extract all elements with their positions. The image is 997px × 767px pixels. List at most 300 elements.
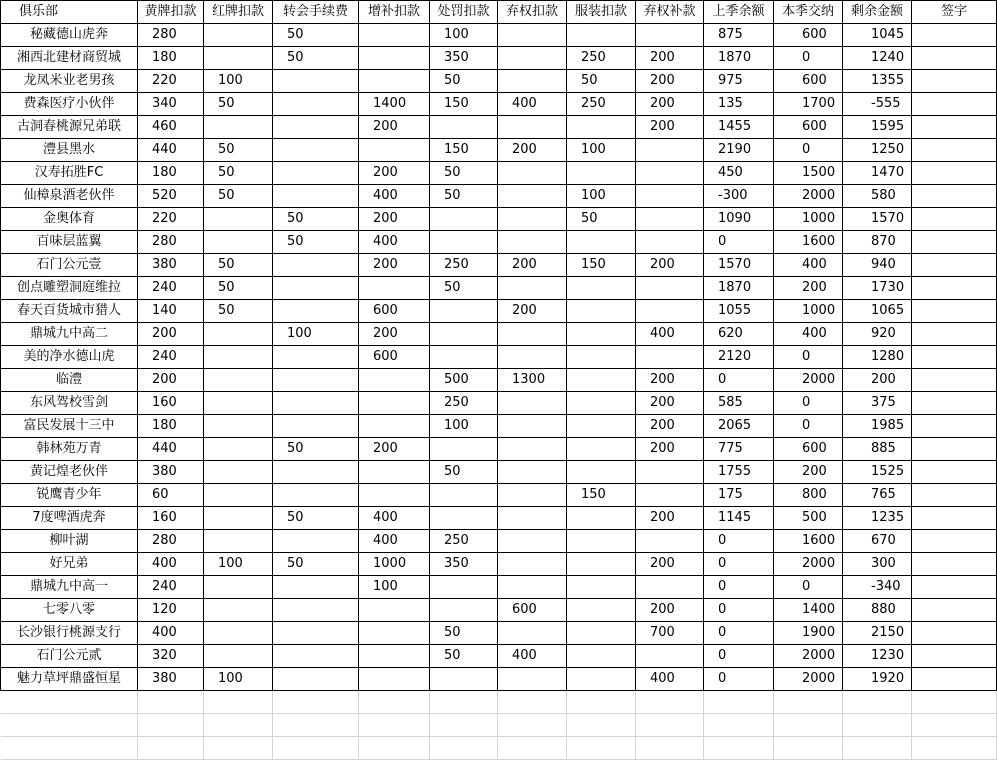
table-cell[interactable]: 1045 [843, 24, 912, 47]
table-cell[interactable] [498, 47, 567, 70]
table-cell[interactable] [498, 277, 567, 300]
empty-cell[interactable] [843, 691, 912, 714]
table-cell[interactable]: 1500 [774, 162, 843, 185]
table-cell[interactable]: 50 [204, 139, 273, 162]
table-cell[interactable]: 400 [498, 93, 567, 116]
empty-cell[interactable] [1, 714, 138, 737]
table-cell[interactable]: 400 [359, 185, 430, 208]
table-cell[interactable]: 200 [498, 139, 567, 162]
table-cell[interactable]: 50 [430, 461, 498, 484]
table-cell[interactable]: 1525 [843, 461, 912, 484]
table-cell[interactable]: 400 [636, 323, 704, 346]
table-cell[interactable]: 50 [204, 162, 273, 185]
table-cell[interactable]: 1570 [704, 254, 774, 277]
table-cell[interactable]: 0 [774, 346, 843, 369]
table-cell[interactable]: 50 [567, 70, 636, 93]
table-cell[interactable]: 200 [636, 70, 704, 93]
empty-cell[interactable] [1, 737, 138, 760]
table-cell[interactable]: 0 [704, 645, 774, 668]
column-header[interactable]: 弃权扣款 [498, 1, 567, 24]
table-cell[interactable]: 100 [430, 415, 498, 438]
table-cell[interactable]: 200 [636, 47, 704, 70]
table-cell[interactable] [567, 622, 636, 645]
empty-cell[interactable] [636, 714, 704, 737]
table-cell[interactable] [359, 392, 430, 415]
table-cell[interactable]: 50 [273, 208, 359, 231]
table-cell[interactable]: 100 [273, 323, 359, 346]
table-cell[interactable] [359, 622, 430, 645]
empty-cell[interactable] [567, 737, 636, 760]
table-cell[interactable] [204, 369, 273, 392]
empty-cell[interactable] [704, 714, 774, 737]
table-cell[interactable] [567, 392, 636, 415]
club-name-cell[interactable]: 鼎城九中高一 [1, 576, 138, 599]
table-cell[interactable]: 350 [430, 553, 498, 576]
empty-cell[interactable] [138, 714, 204, 737]
table-cell[interactable] [636, 185, 704, 208]
empty-cell[interactable] [636, 691, 704, 714]
table-cell[interactable] [498, 668, 567, 691]
empty-cell[interactable] [273, 737, 359, 760]
table-cell[interactable] [567, 277, 636, 300]
table-cell[interactable]: 100 [204, 70, 273, 93]
table-cell[interactable]: 400 [774, 323, 843, 346]
empty-cell[interactable] [567, 714, 636, 737]
column-header[interactable]: 弃权补款 [636, 1, 704, 24]
table-cell[interactable]: 2000 [774, 369, 843, 392]
table-cell[interactable]: 200 [636, 116, 704, 139]
table-cell[interactable]: 50 [430, 70, 498, 93]
table-cell[interactable]: 1235 [843, 507, 912, 530]
table-cell[interactable]: 240 [138, 346, 204, 369]
table-cell[interactable] [273, 185, 359, 208]
table-cell[interactable] [567, 323, 636, 346]
table-cell[interactable]: 1065 [843, 300, 912, 323]
table-cell[interactable] [912, 300, 997, 323]
table-cell[interactable] [912, 24, 997, 47]
table-cell[interactable]: 1455 [704, 116, 774, 139]
table-cell[interactable]: 50 [273, 438, 359, 461]
table-cell[interactable]: 200 [359, 323, 430, 346]
table-cell[interactable] [912, 622, 997, 645]
table-cell[interactable] [912, 438, 997, 461]
table-cell[interactable]: 1000 [774, 208, 843, 231]
column-header[interactable]: 俱乐部 [1, 1, 138, 24]
table-cell[interactable]: 150 [567, 254, 636, 277]
table-cell[interactable]: 440 [138, 139, 204, 162]
table-cell[interactable] [912, 93, 997, 116]
table-cell[interactable]: 0 [704, 530, 774, 553]
club-name-cell[interactable]: 好兄弟 [1, 553, 138, 576]
table-cell[interactable] [359, 484, 430, 507]
empty-cell[interactable] [912, 714, 997, 737]
table-cell[interactable]: 920 [843, 323, 912, 346]
table-cell[interactable] [567, 438, 636, 461]
table-cell[interactable]: 2000 [774, 645, 843, 668]
club-name-cell[interactable]: 费森医疗小伙伴 [1, 93, 138, 116]
table-cell[interactable]: 380 [138, 668, 204, 691]
table-cell[interactable] [567, 24, 636, 47]
table-cell[interactable]: 280 [138, 231, 204, 254]
empty-cell[interactable] [912, 737, 997, 760]
table-cell[interactable]: 200 [774, 461, 843, 484]
club-name-cell[interactable]: 韩林苑万青 [1, 438, 138, 461]
table-cell[interactable]: 175 [704, 484, 774, 507]
table-cell[interactable] [912, 507, 997, 530]
table-cell[interactable] [204, 438, 273, 461]
column-header[interactable]: 签字 [912, 1, 997, 24]
table-cell[interactable] [430, 323, 498, 346]
table-cell[interactable]: 700 [636, 622, 704, 645]
table-cell[interactable] [204, 47, 273, 70]
table-cell[interactable]: 1700 [774, 93, 843, 116]
table-cell[interactable] [498, 162, 567, 185]
table-cell[interactable]: 600 [774, 70, 843, 93]
empty-cell[interactable] [138, 691, 204, 714]
table-cell[interactable] [430, 438, 498, 461]
table-cell[interactable]: 100 [430, 24, 498, 47]
table-cell[interactable] [359, 369, 430, 392]
table-cell[interactable] [636, 162, 704, 185]
empty-cell[interactable] [273, 714, 359, 737]
table-cell[interactable]: 50 [273, 231, 359, 254]
club-name-cell[interactable]: 创点雕塑洞庭维拉 [1, 277, 138, 300]
table-cell[interactable] [636, 484, 704, 507]
table-cell[interactable]: 400 [138, 553, 204, 576]
table-cell[interactable]: 885 [843, 438, 912, 461]
table-cell[interactable]: 1300 [498, 369, 567, 392]
table-cell[interactable]: 1985 [843, 415, 912, 438]
table-cell[interactable] [912, 668, 997, 691]
table-cell[interactable]: 2120 [704, 346, 774, 369]
club-name-cell[interactable]: 仙樟泉酒老伙伴 [1, 185, 138, 208]
table-cell[interactable]: 50 [204, 93, 273, 116]
table-cell[interactable]: 1870 [704, 47, 774, 70]
table-cell[interactable] [273, 668, 359, 691]
empty-cell[interactable] [204, 691, 273, 714]
table-cell[interactable]: 200 [359, 208, 430, 231]
table-cell[interactable]: 200 [843, 369, 912, 392]
table-cell[interactable] [567, 346, 636, 369]
table-cell[interactable]: 765 [843, 484, 912, 507]
empty-cell[interactable] [138, 737, 204, 760]
table-cell[interactable]: 300 [843, 553, 912, 576]
table-cell[interactable] [359, 277, 430, 300]
table-cell[interactable]: 1090 [704, 208, 774, 231]
table-cell[interactable]: 1730 [843, 277, 912, 300]
table-cell[interactable]: 1470 [843, 162, 912, 185]
table-cell[interactable] [567, 645, 636, 668]
table-cell[interactable]: 1600 [774, 231, 843, 254]
club-name-cell[interactable]: 澧县黑水 [1, 139, 138, 162]
table-cell[interactable]: 100 [567, 139, 636, 162]
table-cell[interactable]: 50 [204, 300, 273, 323]
empty-cell[interactable] [567, 691, 636, 714]
table-cell[interactable]: 0 [774, 139, 843, 162]
table-cell[interactable]: 120 [138, 599, 204, 622]
table-cell[interactable] [912, 346, 997, 369]
table-cell[interactable] [567, 162, 636, 185]
table-cell[interactable]: 600 [359, 346, 430, 369]
column-header[interactable]: 增补扣款 [359, 1, 430, 24]
table-cell[interactable]: 200 [636, 369, 704, 392]
table-cell[interactable]: 150 [567, 484, 636, 507]
table-cell[interactable]: 600 [774, 116, 843, 139]
table-cell[interactable] [912, 277, 997, 300]
table-cell[interactable]: 600 [359, 300, 430, 323]
empty-cell[interactable] [636, 737, 704, 760]
table-cell[interactable]: 200 [636, 415, 704, 438]
table-cell[interactable] [498, 231, 567, 254]
table-cell[interactable] [430, 668, 498, 691]
table-cell[interactable] [359, 599, 430, 622]
table-cell[interactable]: 100 [567, 185, 636, 208]
table-cell[interactable] [567, 415, 636, 438]
table-cell[interactable] [430, 599, 498, 622]
table-cell[interactable] [204, 576, 273, 599]
table-cell[interactable]: 200 [138, 323, 204, 346]
table-cell[interactable]: 580 [843, 185, 912, 208]
table-cell[interactable]: 220 [138, 208, 204, 231]
club-name-cell[interactable]: 古洞春桃源兄弟联 [1, 116, 138, 139]
table-cell[interactable] [273, 254, 359, 277]
club-name-cell[interactable]: 石门公元贰 [1, 645, 138, 668]
club-name-cell[interactable]: 临澧 [1, 369, 138, 392]
table-cell[interactable] [273, 139, 359, 162]
table-cell[interactable]: 0 [704, 576, 774, 599]
empty-cell[interactable] [912, 691, 997, 714]
table-cell[interactable]: 200 [636, 93, 704, 116]
club-name-cell[interactable]: 秘藏德山虎奔 [1, 24, 138, 47]
table-cell[interactable] [204, 599, 273, 622]
table-cell[interactable] [359, 47, 430, 70]
table-cell[interactable]: 200 [138, 369, 204, 392]
table-cell[interactable] [498, 576, 567, 599]
table-cell[interactable]: 50 [567, 208, 636, 231]
table-cell[interactable]: 1355 [843, 70, 912, 93]
table-cell[interactable]: 160 [138, 507, 204, 530]
table-cell[interactable] [273, 369, 359, 392]
club-name-cell[interactable]: 魅力草坪鼎盛恒星 [1, 668, 138, 691]
empty-cell[interactable] [430, 737, 498, 760]
table-cell[interactable]: 375 [843, 392, 912, 415]
table-cell[interactable] [567, 507, 636, 530]
table-cell[interactable]: 50 [273, 553, 359, 576]
table-cell[interactable]: 50 [204, 277, 273, 300]
table-cell[interactable] [912, 185, 997, 208]
table-cell[interactable]: 585 [704, 392, 774, 415]
table-cell[interactable]: 400 [774, 254, 843, 277]
table-cell[interactable] [912, 254, 997, 277]
table-cell[interactable]: 775 [704, 438, 774, 461]
table-cell[interactable] [273, 576, 359, 599]
column-header[interactable]: 服装扣款 [567, 1, 636, 24]
table-cell[interactable]: 2150 [843, 622, 912, 645]
table-cell[interactable] [567, 553, 636, 576]
table-cell[interactable]: 250 [430, 530, 498, 553]
table-cell[interactable]: -340 [843, 576, 912, 599]
table-cell[interactable] [273, 415, 359, 438]
table-cell[interactable]: 0 [774, 415, 843, 438]
table-cell[interactable]: 50 [273, 24, 359, 47]
table-cell[interactable]: 1230 [843, 645, 912, 668]
club-name-cell[interactable]: 龙凤米业老男孩 [1, 70, 138, 93]
table-cell[interactable]: 150 [430, 93, 498, 116]
table-cell[interactable]: 400 [636, 668, 704, 691]
table-cell[interactable]: 2190 [704, 139, 774, 162]
empty-cell[interactable] [498, 714, 567, 737]
table-cell[interactable] [204, 392, 273, 415]
club-name-cell[interactable]: 黄记煌老伙伴 [1, 461, 138, 484]
table-cell[interactable]: 60 [138, 484, 204, 507]
empty-cell[interactable] [774, 691, 843, 714]
table-cell[interactable]: 250 [567, 93, 636, 116]
column-header[interactable]: 红牌扣款 [204, 1, 273, 24]
table-cell[interactable]: 2000 [774, 668, 843, 691]
club-name-cell[interactable]: 鼎城九中高二 [1, 323, 138, 346]
table-cell[interactable]: 670 [843, 530, 912, 553]
table-cell[interactable]: 1400 [774, 599, 843, 622]
table-cell[interactable]: 400 [498, 645, 567, 668]
table-cell[interactable] [498, 461, 567, 484]
table-cell[interactable]: 1400 [359, 93, 430, 116]
table-cell[interactable]: 400 [359, 507, 430, 530]
table-cell[interactable] [636, 300, 704, 323]
table-cell[interactable]: 940 [843, 254, 912, 277]
table-cell[interactable] [912, 392, 997, 415]
table-cell[interactable] [498, 70, 567, 93]
table-cell[interactable]: 1055 [704, 300, 774, 323]
table-cell[interactable]: 600 [774, 438, 843, 461]
empty-cell[interactable] [843, 737, 912, 760]
table-cell[interactable] [204, 208, 273, 231]
table-cell[interactable]: -555 [843, 93, 912, 116]
table-cell[interactable]: 875 [704, 24, 774, 47]
table-cell[interactable] [204, 415, 273, 438]
table-cell[interactable]: 450 [704, 162, 774, 185]
table-cell[interactable]: 0 [704, 231, 774, 254]
table-cell[interactable] [912, 553, 997, 576]
table-cell[interactable] [567, 116, 636, 139]
table-cell[interactable] [567, 668, 636, 691]
table-cell[interactable] [636, 346, 704, 369]
table-cell[interactable]: 240 [138, 277, 204, 300]
table-cell[interactable]: 0 [774, 576, 843, 599]
table-cell[interactable]: 0 [704, 599, 774, 622]
table-cell[interactable] [359, 645, 430, 668]
table-cell[interactable]: 0 [774, 392, 843, 415]
table-cell[interactable] [273, 530, 359, 553]
table-cell[interactable] [498, 185, 567, 208]
table-cell[interactable]: 600 [774, 24, 843, 47]
table-cell[interactable] [912, 461, 997, 484]
table-cell[interactable]: 200 [498, 300, 567, 323]
table-cell[interactable]: 0 [774, 47, 843, 70]
table-cell[interactable]: 460 [138, 116, 204, 139]
table-cell[interactable]: 1000 [774, 300, 843, 323]
table-cell[interactable]: 340 [138, 93, 204, 116]
table-cell[interactable]: 50 [430, 162, 498, 185]
table-cell[interactable] [273, 162, 359, 185]
table-cell[interactable]: 500 [430, 369, 498, 392]
table-cell[interactable] [912, 208, 997, 231]
table-cell[interactable]: 0 [704, 369, 774, 392]
table-cell[interactable] [912, 116, 997, 139]
table-cell[interactable]: -300 [704, 185, 774, 208]
table-cell[interactable]: 880 [843, 599, 912, 622]
table-cell[interactable] [636, 139, 704, 162]
table-cell[interactable]: 500 [774, 507, 843, 530]
table-cell[interactable]: 250 [430, 392, 498, 415]
table-cell[interactable] [567, 599, 636, 622]
table-cell[interactable] [204, 530, 273, 553]
column-header[interactable]: 剩余金额 [843, 1, 912, 24]
club-name-cell[interactable]: 东风驾校雪剑 [1, 392, 138, 415]
column-header[interactable]: 本季交纳 [774, 1, 843, 24]
table-cell[interactable] [273, 461, 359, 484]
empty-cell[interactable] [1, 691, 138, 714]
table-cell[interactable]: 135 [704, 93, 774, 116]
table-cell[interactable]: 1240 [843, 47, 912, 70]
club-name-cell[interactable]: 美的净水德山虎 [1, 346, 138, 369]
table-cell[interactable]: 180 [138, 162, 204, 185]
table-cell[interactable] [359, 139, 430, 162]
table-cell[interactable] [204, 622, 273, 645]
table-cell[interactable]: 1250 [843, 139, 912, 162]
table-cell[interactable]: 800 [774, 484, 843, 507]
table-cell[interactable]: 50 [430, 645, 498, 668]
table-cell[interactable]: 100 [204, 553, 273, 576]
table-cell[interactable]: 100 [204, 668, 273, 691]
table-cell[interactable] [430, 231, 498, 254]
club-name-cell[interactable]: 石门公元壹 [1, 254, 138, 277]
table-cell[interactable] [273, 346, 359, 369]
table-cell[interactable] [498, 622, 567, 645]
table-cell[interactable] [912, 323, 997, 346]
table-cell[interactable]: 400 [359, 530, 430, 553]
table-cell[interactable]: 200 [636, 507, 704, 530]
table-cell[interactable] [636, 208, 704, 231]
table-cell[interactable] [430, 484, 498, 507]
table-cell[interactable] [430, 300, 498, 323]
table-cell[interactable]: 160 [138, 392, 204, 415]
table-cell[interactable]: 250 [567, 47, 636, 70]
table-cell[interactable]: 1570 [843, 208, 912, 231]
table-cell[interactable] [204, 346, 273, 369]
table-cell[interactable] [359, 461, 430, 484]
table-cell[interactable] [359, 415, 430, 438]
table-cell[interactable]: 50 [430, 185, 498, 208]
column-header[interactable]: 上季余额 [704, 1, 774, 24]
table-cell[interactable] [498, 484, 567, 507]
table-cell[interactable] [273, 484, 359, 507]
table-cell[interactable] [204, 484, 273, 507]
table-cell[interactable] [204, 507, 273, 530]
club-name-cell[interactable]: 湘西北建材商贸城 [1, 47, 138, 70]
table-cell[interactable]: 520 [138, 185, 204, 208]
empty-cell[interactable] [843, 714, 912, 737]
table-cell[interactable] [636, 24, 704, 47]
table-cell[interactable]: 380 [138, 461, 204, 484]
table-cell[interactable]: 0 [704, 622, 774, 645]
table-cell[interactable] [498, 553, 567, 576]
table-cell[interactable] [273, 70, 359, 93]
table-cell[interactable]: 200 [359, 438, 430, 461]
table-cell[interactable]: 440 [138, 438, 204, 461]
table-cell[interactable] [498, 392, 567, 415]
column-header[interactable]: 转会手续费 [273, 1, 359, 24]
table-cell[interactable]: 280 [138, 530, 204, 553]
